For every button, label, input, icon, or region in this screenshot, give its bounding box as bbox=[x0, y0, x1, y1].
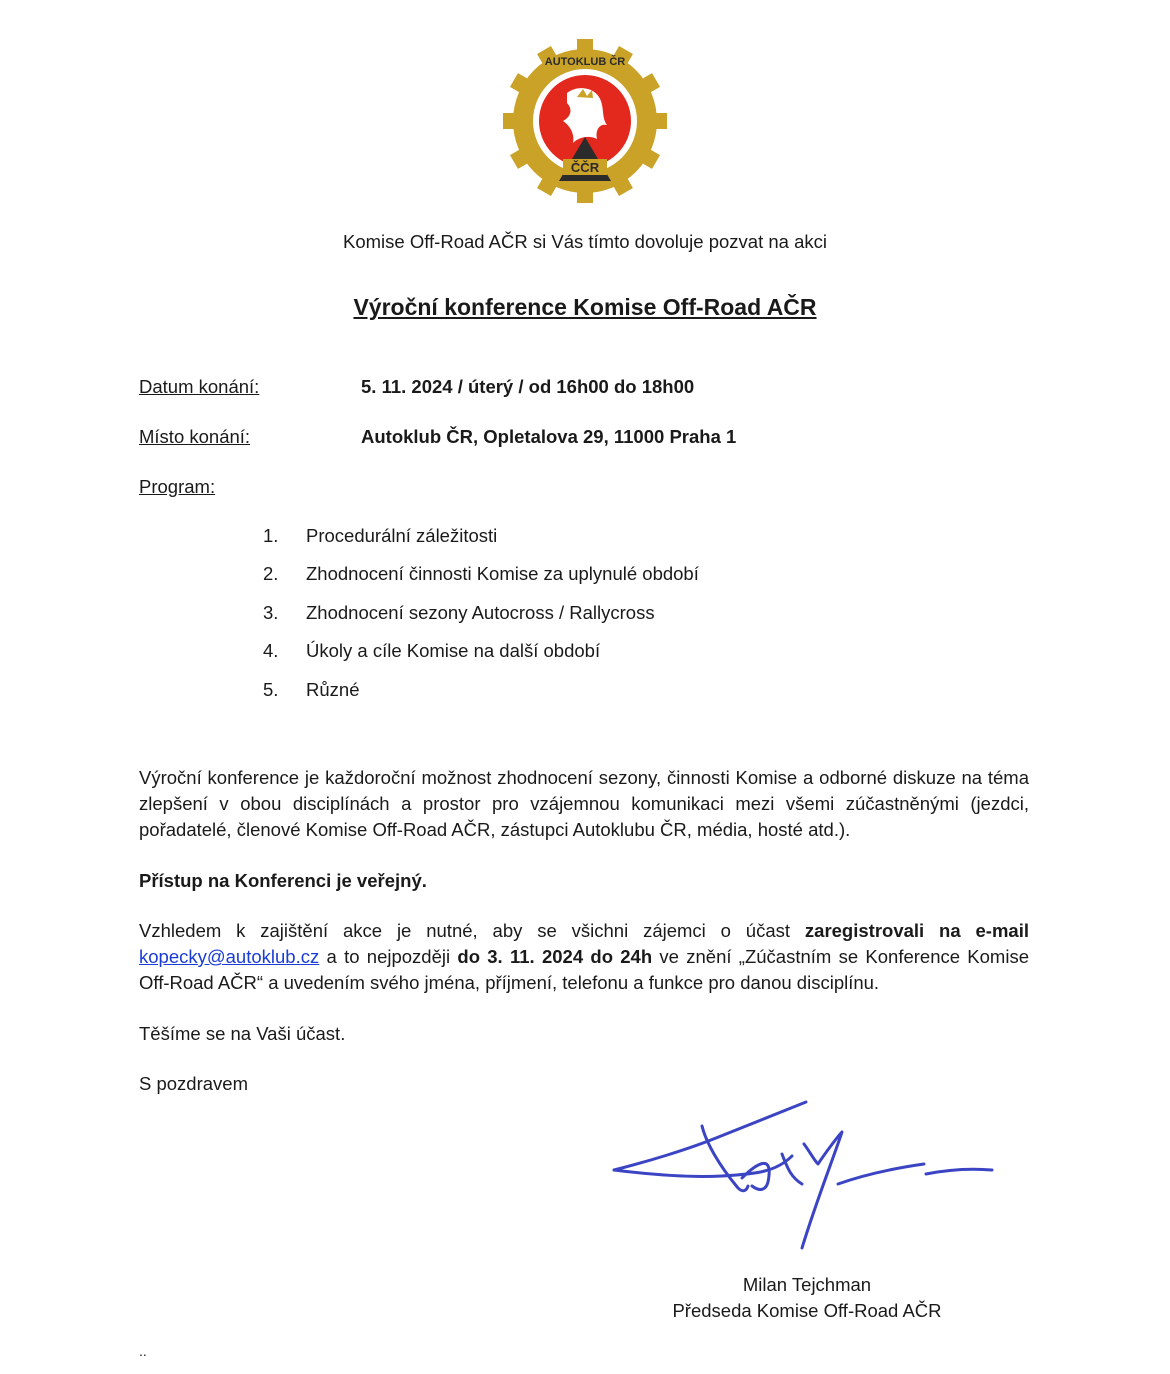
intro-text: Komise Off-Road AČR si Vás tímto dovoluje pozvat na akci bbox=[343, 231, 827, 252]
greeting-line: S pozdravem bbox=[139, 1073, 248, 1094]
svg-text:ČČR: ČČR bbox=[570, 160, 600, 175]
signatory-name: Milan Tejchman bbox=[742, 1274, 872, 1295]
public-access-note: Přístup na Konferenci je veřejný. bbox=[139, 870, 427, 891]
agenda-text: Procedurální záležitosti bbox=[306, 525, 498, 546]
autoklub-logo bbox=[502, 38, 668, 204]
agenda-number: 1. bbox=[263, 525, 279, 546]
date-row bbox=[139, 376, 695, 398]
deadline-emphasis: do 3. 11. 2024 do 24h bbox=[457, 946, 653, 967]
agenda-text: Úkoly a cíle Komise na další období bbox=[306, 640, 601, 662]
registration-text: ve znění „Zúčastním se Konference Komise Off-Road AČR“ a uvedením svého jména, příjmení, telefonu a funkce pro danou disciplínu. bbox=[139, 946, 1029, 993]
email-link[interactable]: kopecky@autoklub.cz bbox=[139, 946, 320, 967]
signatory-block bbox=[669, 1272, 945, 1324]
date-label: Datum konání: bbox=[139, 376, 260, 397]
agenda-number: 3. bbox=[263, 601, 279, 623]
program-label: Program: bbox=[139, 476, 216, 497]
agenda-text: Různé bbox=[306, 678, 360, 700]
handwritten-signature bbox=[606, 1092, 998, 1254]
agenda-text: Zhodnocení sezony Autocross / Rallycross bbox=[306, 601, 655, 623]
description-paragraph: Výroční konference je každoroční možnost zhodnocení sezony, činnosti Komise a odborné diskuze na téma zlepšení v obou disciplínách a prostor pro vzájemnou komunikaci mezi všemi zúčastněnými (jezdci, pořadatelé, členové Komise Off-Road AČR, zástupci Autoklubu ČR, média, hosté atd.). bbox=[139, 767, 1029, 840]
registration-emphasis: zaregistrovali na e-mail bbox=[804, 920, 1029, 941]
closing-line: Těšíme se na Vaši účast. bbox=[139, 1023, 346, 1044]
date-value: 5. 11. 2024 / úterý / od 16h00 do 18h00 bbox=[361, 376, 695, 397]
registration-text: a to nejpozději bbox=[319, 946, 458, 967]
event-title: Výroční konference Komise Off-Road AČR bbox=[353, 294, 817, 320]
svg-text:AUTOKLUB ČR: AUTOKLUB ČR bbox=[544, 56, 626, 68]
place-row bbox=[139, 426, 737, 448]
agenda-number: 2. bbox=[263, 563, 279, 585]
registration-paragraph bbox=[139, 918, 1029, 996]
agenda-number: 4. bbox=[263, 640, 279, 662]
agenda-number: 5. bbox=[263, 678, 279, 700]
place-label: Místo konání: bbox=[139, 426, 251, 447]
registration-text: Vzhledem k zajištění akce je nutné, aby se všichni zájemci o účast bbox=[139, 920, 805, 941]
place-value: Autoklub ČR, Opletalova 29, 11000 Praha 1 bbox=[361, 426, 737, 447]
signatory-role: Předseda Komise Off-Road AČR bbox=[672, 1300, 942, 1321]
agenda-text: Zhodnocení činnosti Komise za uplynulé období bbox=[306, 563, 699, 585]
page-footnote: .. bbox=[139, 1343, 147, 1359]
program-row bbox=[139, 476, 215, 498]
